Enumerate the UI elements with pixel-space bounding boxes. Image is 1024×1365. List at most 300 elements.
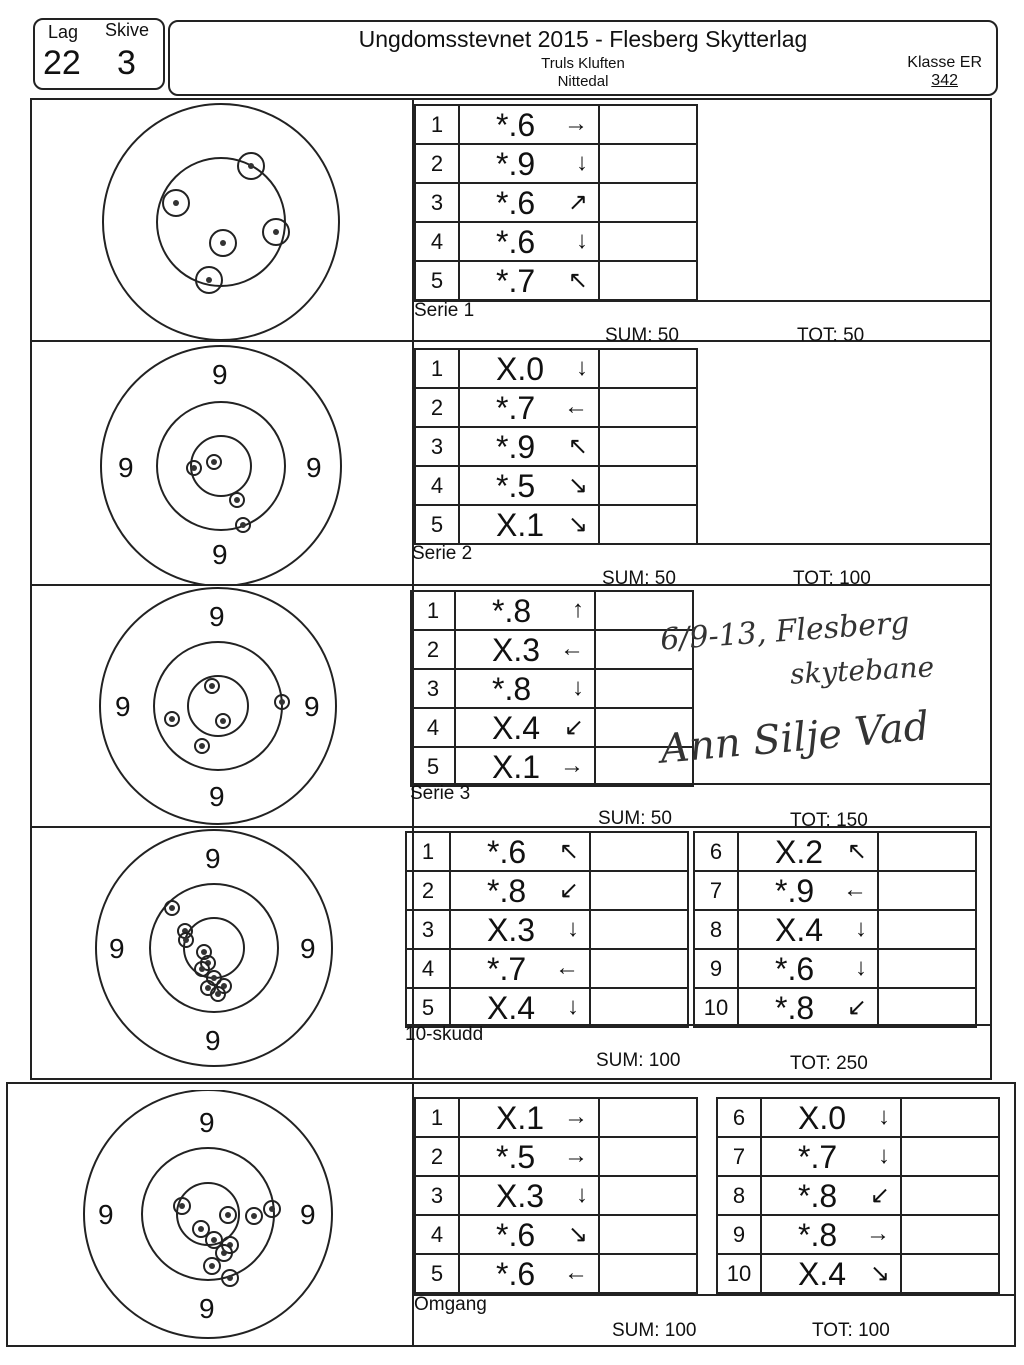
- ring-number: 9: [212, 359, 228, 390]
- shot-table: [414, 104, 698, 301]
- shot-score: *.6: [496, 224, 536, 260]
- target-ring-middle: [157, 402, 285, 530]
- shot-number: 3: [406, 910, 450, 949]
- shot-direction-arrow-icon: ↓: [855, 915, 867, 942]
- shot-blank-cell: [599, 1098, 697, 1137]
- shot-blank-cell: [595, 669, 693, 708]
- shot-hole-center: [199, 743, 205, 749]
- lag-skive-box: [33, 18, 165, 90]
- ring-number: 9: [115, 691, 131, 722]
- shot-value-cell: [738, 949, 878, 988]
- shot-number: 4: [406, 949, 450, 988]
- shot-value-cell: [459, 388, 599, 427]
- shot-row: [415, 505, 697, 544]
- shot-number: 4: [415, 1215, 459, 1254]
- shot-row: [406, 988, 688, 1027]
- shot-blank-cell: [901, 1254, 999, 1293]
- shot-table: [414, 348, 698, 545]
- shot-row: [694, 871, 976, 910]
- shot-value-cell: [761, 1215, 901, 1254]
- shot-direction-arrow-icon: ↙: [869, 1182, 890, 1209]
- shot-direction-arrow-icon: ↖: [567, 267, 588, 294]
- shot-direction-arrow-icon: ←: [555, 954, 579, 981]
- shot-table: [414, 1097, 698, 1294]
- shot-direction-arrow-icon: ↖: [567, 433, 588, 460]
- shot-score: *.8: [798, 1178, 838, 1214]
- shot-score: X.4: [487, 990, 536, 1026]
- shot-hole-center: [215, 991, 221, 997]
- shot-direction-arrow-icon: ↘: [869, 1260, 890, 1287]
- shot-value-cell: [459, 466, 599, 505]
- target-ring-outer: [103, 104, 339, 340]
- shot-hole-center: [206, 277, 212, 283]
- shot-score: X.1: [496, 507, 545, 543]
- shot-score: *.6: [496, 1256, 536, 1292]
- shot-row: [411, 630, 693, 669]
- shot-direction-arrow-icon: →: [560, 752, 584, 779]
- shot-hole-center: [227, 1275, 233, 1281]
- shot-value-cell: [761, 1098, 901, 1137]
- shot-blank-cell: [878, 988, 976, 1027]
- shot-value-cell: [455, 630, 595, 669]
- shot-direction-arrow-icon: ↓: [576, 1181, 588, 1208]
- target-10-skudd: [86, 828, 342, 1070]
- shot-blank-cell: [599, 105, 697, 144]
- shot-value-cell: [450, 832, 590, 871]
- shot-hole-center: [269, 1206, 275, 1212]
- shot-row: [717, 1254, 999, 1293]
- shot-direction-arrow-icon: →: [564, 1103, 588, 1130]
- shot-value-cell: [455, 747, 595, 786]
- divider: [412, 1294, 1016, 1296]
- ring-number: 9: [306, 452, 322, 483]
- shot-blank-cell: [599, 1254, 697, 1293]
- skive-label: Skive: [105, 20, 150, 40]
- ring-number: 9: [212, 539, 228, 570]
- shot-score: *.8: [798, 1217, 838, 1253]
- shot-value-cell: [459, 1098, 599, 1137]
- shot-number: 1: [415, 1098, 459, 1137]
- shot-value-cell: [459, 183, 599, 222]
- shot-row: [415, 144, 697, 183]
- target-omgang: [74, 1090, 344, 1340]
- shot-hole-center: [279, 699, 285, 705]
- shot-hole-center: [211, 459, 217, 465]
- shot-number: 4: [415, 222, 459, 261]
- shot-value-cell: [738, 988, 878, 1027]
- shot-blank-cell: [901, 1215, 999, 1254]
- ring-number: 9: [118, 452, 134, 483]
- shot-hole-center: [220, 240, 226, 246]
- shot-number: 5: [415, 261, 459, 300]
- ring-number: 9: [109, 933, 125, 964]
- ring-number: 9: [205, 843, 221, 874]
- serie-tot: TOT: 250: [790, 1053, 868, 1074]
- shot-value-cell: [459, 1137, 599, 1176]
- shot-row: [415, 222, 697, 261]
- shot-score: X.4: [798, 1256, 847, 1292]
- shot-row: [406, 832, 688, 871]
- shot-direction-arrow-icon: ↘: [567, 472, 588, 499]
- target-ring-middle: [154, 642, 282, 770]
- klasse-box: [907, 54, 982, 90]
- shot-direction-arrow-icon: →: [564, 1142, 588, 1169]
- shot-row: [415, 105, 697, 144]
- serie-label: Serie 1: [414, 300, 475, 321]
- shot-hole-center: [169, 905, 175, 911]
- shot-blank-cell: [590, 871, 688, 910]
- shot-blank-cell: [901, 1137, 999, 1176]
- shot-row: [406, 949, 688, 988]
- shot-score: X.0: [496, 351, 545, 387]
- lag-label: Lag: [48, 22, 79, 42]
- shot-score: X.4: [775, 912, 824, 948]
- shot-hole-center: [251, 1213, 257, 1219]
- shot-blank-cell: [599, 1176, 697, 1215]
- target-ring-inner: [157, 158, 285, 286]
- shot-hole-center: [220, 718, 226, 724]
- shot-row: [415, 261, 697, 300]
- shot-value-cell: [455, 591, 595, 630]
- shot-row: [694, 988, 976, 1027]
- shot-value-cell: [450, 910, 590, 949]
- shot-value-cell: [761, 1254, 901, 1293]
- shot-score: *.6: [775, 951, 815, 987]
- divider: [412, 300, 992, 302]
- shot-value-cell: [459, 1176, 599, 1215]
- lag-value: 22: [43, 44, 81, 82]
- shot-number: 2: [411, 630, 455, 669]
- shot-number: 9: [717, 1215, 761, 1254]
- shot-direction-arrow-icon: ↘: [567, 511, 588, 538]
- shot-blank-cell: [590, 910, 688, 949]
- shot-blank-cell: [599, 427, 697, 466]
- shot-score: *.7: [496, 390, 536, 426]
- shot-score: *.6: [487, 834, 527, 870]
- shot-hole-center: [240, 522, 246, 528]
- shot-number: 1: [411, 591, 455, 630]
- serie-sum: SUM: 100: [612, 1320, 697, 1341]
- shot-number: 9: [694, 949, 738, 988]
- shot-row: [415, 466, 697, 505]
- shot-number: 10: [694, 988, 738, 1027]
- ring-number: 9: [98, 1199, 114, 1230]
- target-serie-3: [92, 586, 348, 826]
- shot-value-cell: [455, 708, 595, 747]
- shot-blank-cell: [599, 183, 697, 222]
- shot-number: 7: [717, 1137, 761, 1176]
- shot-number: 4: [415, 466, 459, 505]
- serie-tot: TOT: 100: [793, 568, 871, 589]
- shot-direction-arrow-icon: ↓: [576, 149, 588, 176]
- shot-blank-cell: [599, 144, 697, 183]
- shot-row: [415, 388, 697, 427]
- shot-blank-cell: [878, 871, 976, 910]
- shot-blank-cell: [599, 261, 697, 300]
- serie-label: Serie 3: [410, 783, 471, 804]
- shot-direction-arrow-icon: ↓: [567, 993, 579, 1020]
- handwritten-date-place: 6/9-13, Flesberg: [659, 605, 911, 658]
- shot-number: 7: [694, 871, 738, 910]
- shot-number: 10: [717, 1254, 761, 1293]
- ring-number: 9: [199, 1293, 215, 1324]
- shot-row: [411, 747, 693, 786]
- shot-direction-arrow-icon: ↙: [558, 877, 579, 904]
- serie-tot: TOT: 100: [812, 1320, 890, 1341]
- shot-direction-arrow-icon: ←: [564, 1259, 588, 1286]
- shot-value-cell: [459, 349, 599, 388]
- shot-value-cell: [738, 832, 878, 871]
- shot-direction-arrow-icon: ←: [564, 393, 588, 420]
- shot-hole-center: [273, 229, 279, 235]
- shot-row: [694, 949, 976, 988]
- shot-row: [415, 1098, 697, 1137]
- shot-value-cell: [459, 144, 599, 183]
- shot-row: [694, 832, 976, 871]
- shot-direction-arrow-icon: ↓: [576, 354, 588, 381]
- shot-number: 5: [411, 747, 455, 786]
- shot-score: *.9: [775, 873, 815, 909]
- shot-direction-arrow-icon: ↑: [572, 596, 584, 623]
- shot-direction-arrow-icon: ↘: [567, 1221, 588, 1248]
- shot-value-cell: [459, 261, 599, 300]
- title-box: [168, 20, 998, 96]
- shot-score: X.3: [496, 1178, 545, 1214]
- shot-score: X.1: [492, 749, 541, 785]
- shot-number: 1: [415, 349, 459, 388]
- ring-number: 9: [205, 1025, 221, 1056]
- shot-value-cell: [761, 1137, 901, 1176]
- shot-hole-center: [234, 497, 240, 503]
- shot-value-cell: [450, 988, 590, 1027]
- ring-number: 9: [300, 1199, 316, 1230]
- shot-value-cell: [450, 871, 590, 910]
- serie-tot: TOT: 150: [790, 810, 868, 831]
- shot-table: [693, 831, 977, 1028]
- shot-blank-cell: [878, 910, 976, 949]
- shot-direction-arrow-icon: ↓: [576, 227, 588, 254]
- shot-table: [410, 590, 694, 787]
- shot-score: *.7: [496, 263, 536, 299]
- shot-hole-center: [211, 975, 217, 981]
- shot-score: X.4: [492, 710, 541, 746]
- shot-blank-cell: [599, 388, 697, 427]
- shot-table: [716, 1097, 1000, 1294]
- shot-number: 5: [406, 988, 450, 1027]
- ring-number: 9: [209, 781, 225, 812]
- shot-number: 8: [717, 1176, 761, 1215]
- handwritten-signature: Ann Silje Vad: [658, 703, 932, 773]
- divider: [412, 543, 992, 545]
- shot-score: X.2: [775, 834, 824, 870]
- shot-direction-arrow-icon: ↖: [846, 838, 867, 865]
- serie-sum: SUM: 100: [596, 1050, 681, 1071]
- shot-row: [406, 910, 688, 949]
- shot-blank-cell: [590, 988, 688, 1027]
- shot-hole-center: [191, 465, 197, 471]
- shot-blank-cell: [599, 349, 697, 388]
- shot-hole-center: [199, 966, 205, 972]
- shot-hole-center: [198, 1226, 204, 1232]
- shot-number: 2: [415, 1137, 459, 1176]
- shot-hole-center: [211, 1237, 217, 1243]
- shot-row: [694, 910, 976, 949]
- shot-blank-cell: [878, 949, 976, 988]
- shot-blank-cell: [599, 505, 697, 544]
- shot-row: [415, 1215, 697, 1254]
- shot-blank-cell: [901, 1176, 999, 1215]
- shot-score: X.3: [487, 912, 536, 948]
- shot-score: *.9: [496, 429, 536, 465]
- shot-table: [405, 831, 689, 1028]
- club-name: Nittedal: [557, 73, 609, 90]
- shot-value-cell: [459, 105, 599, 144]
- ring-number: 9: [209, 601, 225, 632]
- shot-blank-cell: [599, 1137, 697, 1176]
- shooter-name: Truls Kluften: [541, 55, 625, 72]
- shot-number: 5: [415, 505, 459, 544]
- serie-sum: SUM: 50: [605, 325, 679, 346]
- shot-value-cell: [738, 871, 878, 910]
- shot-score: *.8: [775, 990, 815, 1026]
- shot-row: [415, 183, 697, 222]
- shot-row: [415, 349, 697, 388]
- shot-direction-arrow-icon: ↓: [878, 1103, 890, 1130]
- shot-row: [415, 1137, 697, 1176]
- ring-number: 9: [199, 1107, 215, 1138]
- target-serie-2: [96, 342, 352, 584]
- skive-value: 3: [117, 44, 136, 82]
- shot-score: X.3: [492, 632, 541, 668]
- shot-hole-center: [179, 1203, 185, 1209]
- shot-row: [717, 1137, 999, 1176]
- shot-blank-cell: [878, 832, 976, 871]
- serie-tot: TOT: 50: [797, 325, 865, 346]
- shot-score: X.0: [798, 1100, 847, 1136]
- shot-hole-center: [209, 683, 215, 689]
- shot-direction-arrow-icon: ↖: [558, 838, 579, 865]
- shot-blank-cell: [599, 466, 697, 505]
- shot-hole-center: [225, 1212, 231, 1218]
- shot-hole-center: [169, 716, 175, 722]
- shot-number: 2: [406, 871, 450, 910]
- shot-hole-center: [201, 949, 207, 955]
- handwritten-range: skytebane: [789, 650, 935, 691]
- shot-number: 5: [415, 1254, 459, 1293]
- shot-blank-cell: [599, 1215, 697, 1254]
- shot-value-cell: [459, 1215, 599, 1254]
- shot-score: *.5: [496, 468, 536, 504]
- shot-value-cell: [761, 1176, 901, 1215]
- shot-hole-center: [173, 200, 179, 206]
- shot-value-cell: [738, 910, 878, 949]
- shot-direction-arrow-icon: ↗: [567, 189, 588, 216]
- shot-number: 3: [415, 183, 459, 222]
- serie-label: 10-skudd: [405, 1024, 484, 1045]
- shot-row: [415, 1176, 697, 1215]
- shot-direction-arrow-icon: ←: [560, 635, 584, 662]
- shot-number: 6: [694, 832, 738, 871]
- shot-number: 2: [415, 144, 459, 183]
- shot-score: *.9: [496, 146, 536, 182]
- shot-row: [717, 1215, 999, 1254]
- shot-direction-arrow-icon: ↙: [846, 994, 867, 1021]
- shot-value-cell: [455, 669, 595, 708]
- shot-row: [415, 427, 697, 466]
- event-title: Ungdomsstevnet 2015 - Flesberg Skytterlag: [358, 26, 808, 52]
- divider: [405, 1024, 992, 1026]
- shot-number: 8: [694, 910, 738, 949]
- shot-direction-arrow-icon: ↙: [563, 714, 584, 741]
- shot-number: 4: [411, 708, 455, 747]
- shot-hole-center: [221, 1250, 227, 1256]
- serie-sum: SUM: 50: [602, 568, 676, 589]
- shot-number: 3: [415, 427, 459, 466]
- shot-hole-center: [205, 985, 211, 991]
- shot-hole-center: [183, 937, 189, 943]
- serie-label: Serie 2: [412, 543, 473, 564]
- shot-score: *.5: [496, 1139, 536, 1175]
- target-serie-1: [96, 100, 352, 340]
- shot-number: 1: [415, 105, 459, 144]
- shot-value-cell: [450, 949, 590, 988]
- shot-blank-cell: [590, 832, 688, 871]
- shot-direction-arrow-icon: ↓: [878, 1142, 890, 1169]
- shot-score: X.1: [496, 1100, 545, 1136]
- shot-number: 3: [415, 1176, 459, 1215]
- shot-score: *.7: [798, 1139, 838, 1175]
- shot-direction-arrow-icon: ↓: [855, 954, 867, 981]
- divider: [410, 783, 992, 785]
- shot-number: 6: [717, 1098, 761, 1137]
- shot-score: *.6: [496, 185, 536, 221]
- shot-score: *.8: [492, 593, 532, 629]
- shot-row: [717, 1176, 999, 1215]
- shot-score: *.8: [492, 671, 532, 707]
- serie-sum: SUM: 50: [598, 808, 672, 829]
- shot-direction-arrow-icon: ↓: [567, 915, 579, 942]
- shot-score: *.6: [496, 107, 536, 143]
- serie-label: Omgang: [414, 1294, 487, 1315]
- klasse-label: Klasse ER: [907, 54, 982, 71]
- shot-score: *.7: [487, 951, 527, 987]
- shot-number: 2: [415, 388, 459, 427]
- shot-hole-center: [248, 163, 254, 169]
- shot-direction-arrow-icon: ↓: [572, 674, 584, 701]
- shot-row: [411, 708, 693, 747]
- ring-number: 9: [304, 691, 320, 722]
- shot-direction-arrow-icon: →: [866, 1220, 890, 1247]
- shot-blank-cell: [599, 222, 697, 261]
- shot-row: [406, 871, 688, 910]
- klasse-number: 342: [931, 72, 958, 89]
- shot-row: [415, 1254, 697, 1293]
- shot-row: [411, 669, 693, 708]
- shot-number: 1: [406, 832, 450, 871]
- shot-value-cell: [459, 1254, 599, 1293]
- shot-row: [717, 1098, 999, 1137]
- shot-number: 3: [411, 669, 455, 708]
- target-ring-inner: [184, 918, 244, 978]
- shot-score: *.8: [487, 873, 527, 909]
- shot-score: *.6: [496, 1217, 536, 1253]
- shot-hole-center: [209, 1263, 215, 1269]
- shot-value-cell: [459, 505, 599, 544]
- shot-row: [411, 591, 693, 630]
- shot-direction-arrow-icon: ←: [843, 876, 867, 903]
- shot-value-cell: [459, 222, 599, 261]
- ring-number: 9: [300, 933, 316, 964]
